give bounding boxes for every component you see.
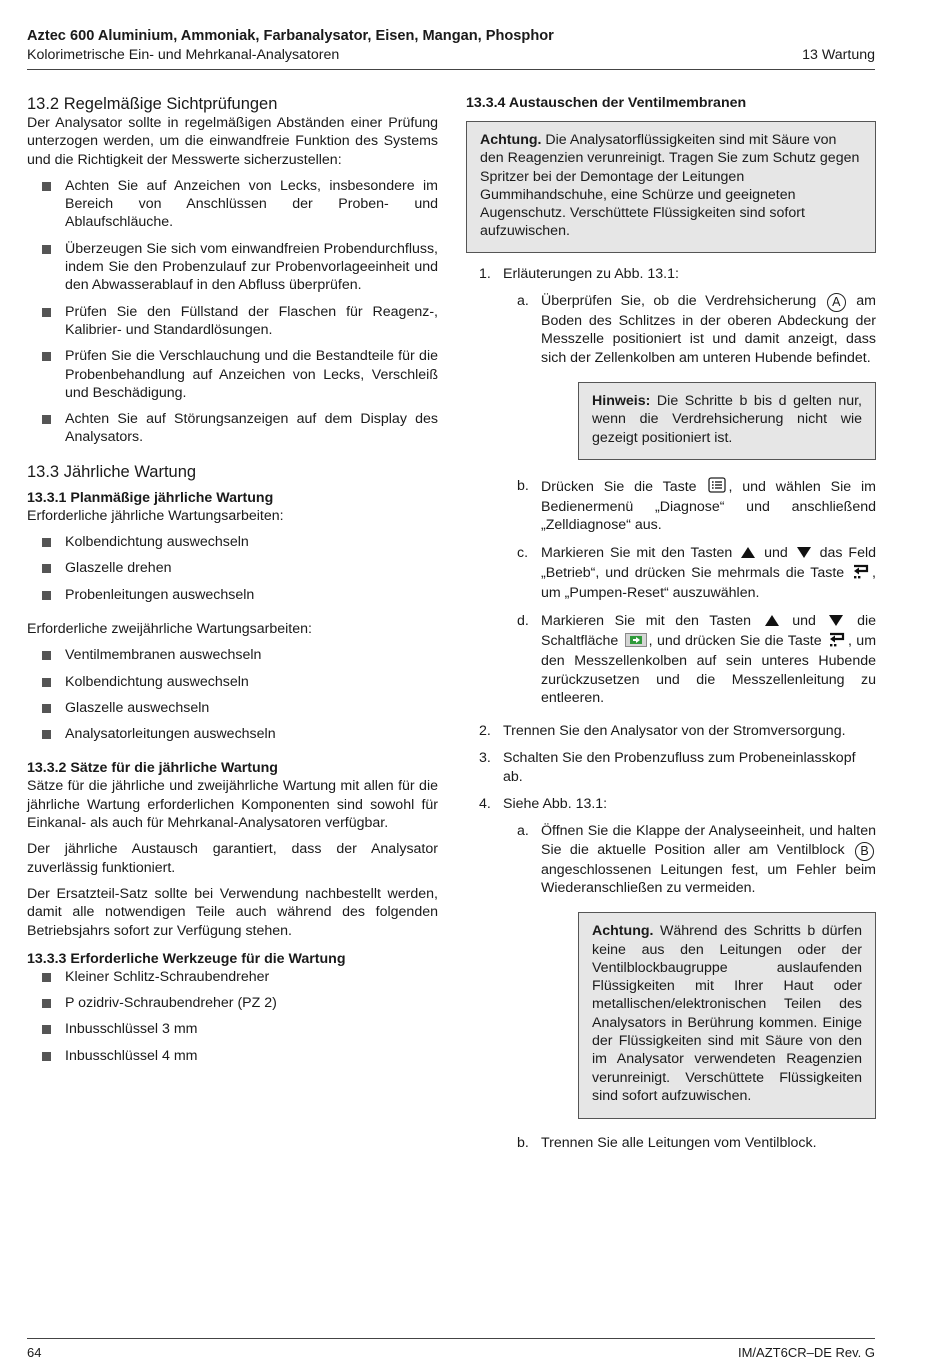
- substep: [503, 544, 876, 603]
- list-item: Prüfen Sie den Füllstand der Flaschen für Reagenz-, Kalibrier- und Standardlösungen.: [27, 303, 438, 340]
- substep-text: , um „Pumpen-Reset“ auszuwählen.: [541, 565, 876, 602]
- substep-text: angeschlossenen Leitungen fest, um Fehler beim Wiederanschließen zu vermeiden.: [541, 861, 876, 896]
- biennial-tasks-list: [27, 646, 438, 743]
- substep-list: [503, 292, 876, 707]
- right-column: [466, 94, 876, 1161]
- note-text: Die Schritte b bis d gelten nur, wenn die Verdrehsicherung nicht wie gezeigt positioniert ist.: [592, 392, 862, 446]
- chapter-label: 13 Wartung: [802, 47, 875, 63]
- substep: [503, 612, 876, 707]
- kits-paragraph-3: Der Ersatzteil-Satz sollte bei Verwendung nachbestellt werden, damit alle notwendigen Teile auch während des folgenden Betriebsjahrs sofort zur Verfügung stehen.: [27, 885, 438, 939]
- biennial-tasks-intro: Erforderliche zweijährliche Wartungsarbeiten:: [27, 620, 312, 637]
- annual-tasks-list: [27, 533, 438, 604]
- section-13-3-3-heading: 13.3.3 Erforderliche Werkzeuge für die Wartung: [27, 950, 346, 967]
- substep-text: , und wählen Sie im Bedienermenü „Diagnose“ und anschließend „Zelldiagnose“ aus.: [541, 478, 876, 534]
- procedure-step: [466, 722, 876, 740]
- substep-text: am Boden des Schlitzes in der oberen Abdeckung der Messzelle positioniert ist und damit anzeigt, dass sich der Zellenkolben am unteren Hubende befindet.: [541, 293, 876, 366]
- list-item: Inbusschlüssel 3 mm: [27, 1020, 438, 1038]
- substep-text: das Feld „Betrieb“, und drücken Sie mehrmals die Taste: [541, 544, 876, 582]
- kits-paragraph-1: Sätze für die jährliche und zweijährliche Wartung mit allen für die jährliche Wartung erforderlichen Komponenten sind sowohl für Einkanal- als auch für Mehrkanal-Analysatoren verfügbar.: [27, 778, 438, 832]
- substep-letter: c.: [517, 544, 529, 561]
- section-13-3-2-heading: 13.3.2 Sätze für die jährliche Wartung: [27, 760, 278, 777]
- document-subtitle: Kolorimetrische Ein- und Mehrkanal-Analysatoren: [27, 47, 340, 63]
- substep-letter: a.: [517, 823, 529, 840]
- document-reference: IM/AZT6CR–DE Rev. G: [737, 1345, 875, 1360]
- callout-b-marker: B: [855, 842, 874, 861]
- step-number: 1.: [479, 265, 491, 282]
- annual-tasks-intro: Erforderliche jährliche Wartungsarbeiten:: [27, 507, 284, 524]
- substep-text: Überprüfen Sie, ob die Verdrehsicherung: [541, 293, 825, 310]
- menu-key-icon: [708, 477, 726, 498]
- section-13-3-1-heading: 13.3.1 Planmäßige jährliche Wartung: [27, 489, 274, 506]
- step-number: 2.: [479, 723, 491, 740]
- list-item: P ozidriv-Schraubendreher (PZ 2): [27, 994, 438, 1012]
- caution-text: Die Analysatorflüssigkeiten sind mit Säure von den Reagenzien verunreinigt. Tragen Sie zum Schutz gegen Spritzer bei der Demontage der Leitungen Gummihandschuhe, eine Schürze und geeigneten Augenschutz. Verschüttete Flüssigkeiten sind sofort aufzuwischen.: [480, 132, 860, 240]
- procedure-step: [466, 265, 876, 707]
- caution-text: Während des Schritts b dürfen keine aus den Leitungen oder der Ventilblockbaugruppe auslaufenden Flüssigkeiten mit Ihrer Haut oder metallischen/elektronischen Teilen des Analysators in Berührung kommen. Einige der Flüssigkeiten sind mit Säure von den im Analysator verwendeten Reagenzien verunreinigt. Verschüttete Flüssigkeiten sind sofort aufzuwischen.: [592, 923, 862, 1104]
- caution-label: Achtung.: [480, 132, 542, 148]
- list-item: Glaszelle auswechseln: [27, 699, 438, 717]
- caution-box: [466, 121, 876, 253]
- list-item: Kolbendichtung auswechseln: [27, 673, 438, 691]
- caution-label: Achtung.: [592, 923, 654, 940]
- substep: [503, 1134, 876, 1152]
- section-13-3-4-heading: 13.3.4 Austauschen der Ventilmembranen: [466, 95, 747, 111]
- callout-a-marker: A: [827, 293, 846, 312]
- enter-key-icon: [828, 632, 846, 652]
- visual-check-list: [27, 177, 438, 447]
- substep-text: Drücken Sie die Taste: [541, 478, 707, 495]
- substep-text: die Schaltfläche: [541, 612, 877, 649]
- page-number: 64: [27, 1345, 42, 1360]
- list-item: Überzeugen Sie sich vom einwandfreien Probendurchfluss, indem Sie den Probenzulauf zur Probenvorlageeinheit und den Abwasserablauf in den Abfluss überprüfen.: [27, 240, 438, 295]
- down-triangle-icon: [828, 614, 844, 632]
- substep-letter: d.: [517, 612, 529, 629]
- list-item: Inbusschlüssel 4 mm: [27, 1047, 438, 1065]
- procedure-list: [466, 265, 876, 1153]
- enter-key-icon: [852, 564, 870, 584]
- substep-letter: a.: [517, 293, 529, 310]
- section-13-2-heading: 13.2 Regelmäßige Sichtprüfungen: [27, 95, 278, 113]
- note-label: Hinweis:: [592, 392, 651, 409]
- substep: [503, 822, 876, 897]
- note-item: [503, 382, 876, 460]
- caution-item: [503, 912, 876, 1119]
- substep-text: und: [758, 544, 794, 561]
- list-item: Kleiner Schlitz-Schraubendreher: [27, 968, 438, 986]
- list-item: Probenleitungen auswechseln: [27, 586, 438, 604]
- note-box: [578, 382, 876, 460]
- left-column: [27, 94, 438, 1065]
- list-item: Achten Sie auf Störungsanzeigen auf dem Display des Analysators.: [27, 410, 438, 447]
- down-triangle-icon: [796, 546, 812, 564]
- up-triangle-icon: [764, 614, 780, 632]
- section-13-3-heading: 13.3 Jährliche Wartung: [27, 462, 197, 481]
- step-text: Schalten Sie den Probenzufluss zum Probeneinlasskopf ab.: [503, 750, 856, 785]
- step-text: Erläuterungen zu Abb. 13.1:: [503, 265, 679, 282]
- document-title: Aztec 600 Aluminium, Ammoniak, Farbanalysator, Eisen, Mangan, Phosphor: [27, 28, 554, 44]
- substep-list: [503, 822, 876, 1152]
- list-item: Achten Sie auf Anzeichen von Lecks, insbesondere im Bereich von Anschlüssen der Proben- und Ablaufschläuche.: [27, 177, 438, 232]
- substep: [503, 477, 876, 535]
- substep: [503, 292, 876, 367]
- substep-text: , und drücken Sie die Taste: [648, 632, 826, 649]
- substep-text: Markieren Sie mit den Tasten: [541, 612, 762, 629]
- substep-text: Öffnen Sie die Klappe der Analyseeinheit, und halten Sie die aktuelle Position aller am Ventilblock: [541, 823, 876, 858]
- caution-box: [578, 912, 876, 1119]
- substep-text: Markieren Sie mit den Tasten: [541, 544, 739, 561]
- up-triangle-icon: [740, 546, 756, 564]
- tools-list: [27, 968, 438, 1065]
- step-number: 3.: [479, 750, 491, 767]
- substep-letter: b.: [517, 477, 529, 494]
- substep-text: und: [781, 612, 827, 629]
- substep-letter: b.: [517, 1135, 529, 1152]
- list-item: Analysatorleitungen auswechseln: [27, 725, 438, 743]
- step-text: Trennen Sie den Analysator von der Stromversorgung.: [503, 723, 846, 740]
- step-number: 4.: [479, 796, 491, 813]
- header-divider: [27, 69, 875, 70]
- procedure-step: [466, 795, 876, 1152]
- list-item: Prüfen Sie die Verschlauchung und die Bestandteile für die Probenbehandlung auf Anzeichen von Lecks, Verschleiß und Beschädigung.: [27, 347, 438, 402]
- list-item: Ventilmembranen auswechseln: [27, 646, 438, 664]
- procedure-step: [466, 749, 876, 786]
- list-item: Kolbendichtung auswechseln: [27, 533, 438, 551]
- list-item: Glaszelle drehen: [27, 559, 438, 577]
- page-header: [27, 27, 875, 64]
- substep-text: Trennen Sie alle Leitungen vom Ventilblock.: [541, 1135, 817, 1152]
- step-text: Siehe Abb. 13.1:: [503, 796, 608, 813]
- substep-text: , um den Messzellenkolben auf sein unteres Hubende zurückzusetzen und die Messzellenleitung zu entleeren.: [541, 632, 877, 706]
- section-13-2-intro: Der Analysator sollte in regelmäßigen Abständen einer Prüfung unterzogen werden, um die einwandfreie Funktion des Systems und die Richtigkeit der Messwerte sicherzustellen:: [27, 115, 438, 168]
- footer-divider: [27, 1338, 875, 1339]
- green-arrow-button-icon: [625, 633, 647, 652]
- kits-paragraph-2: Der jährliche Austausch garantiert, dass der Analysator zuverlässig funktioniert.: [27, 841, 438, 876]
